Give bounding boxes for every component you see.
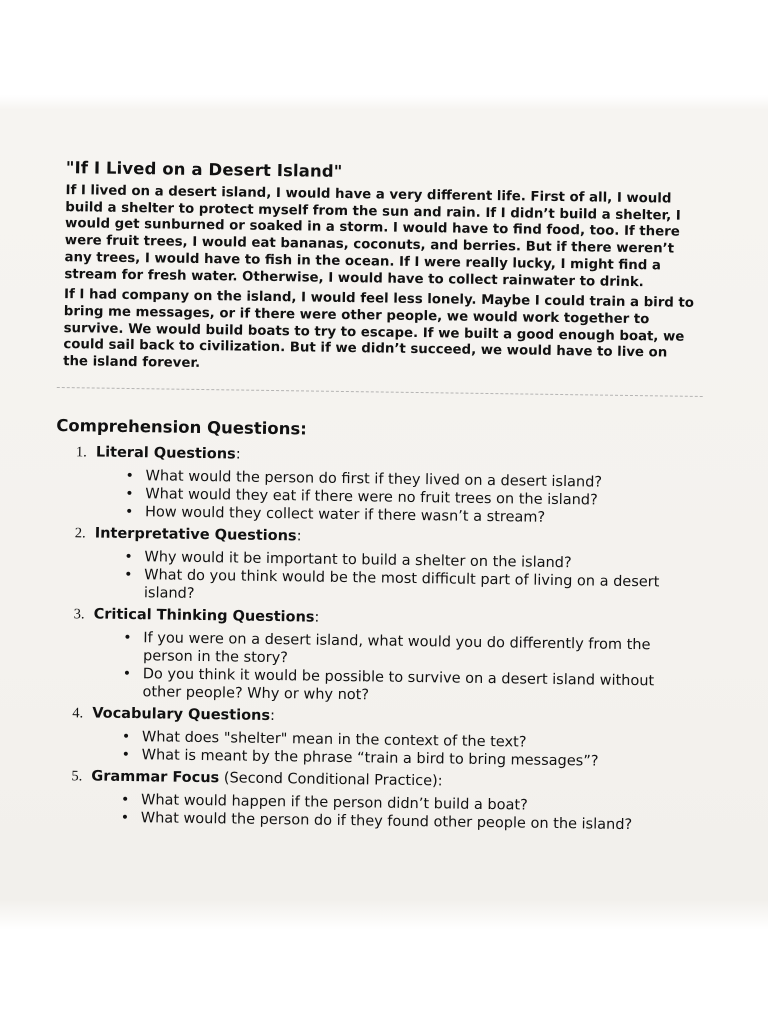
section-colon: : bbox=[235, 446, 241, 463]
worksheet-sheet bbox=[0, 100, 768, 920]
section-colon: : bbox=[269, 707, 276, 724]
section-number: 3. bbox=[73, 605, 85, 623]
section-title: Interpretative Questions bbox=[94, 525, 297, 545]
question-list bbox=[52, 628, 703, 709]
question-text: How would they collect water if there wasn’t a stream? bbox=[144, 503, 546, 526]
question-list bbox=[51, 790, 701, 835]
worksheet-content bbox=[51, 158, 710, 839]
bullet-icon: • bbox=[122, 665, 132, 682]
question-text: What would the person do if they found other people on the island? bbox=[140, 809, 633, 833]
section-colon: : bbox=[437, 773, 443, 790]
question-list bbox=[52, 727, 702, 772]
question-section-critical-thinking bbox=[52, 605, 703, 709]
question-text: What is meant by the phrase “train a bird to bring messages”? bbox=[141, 746, 599, 770]
question-item bbox=[122, 665, 692, 709]
question-text: If you were on a desert island, what would you do differently from the person in the story? bbox=[142, 629, 651, 666]
bullet-icon: • bbox=[124, 503, 134, 520]
bullet-icon: • bbox=[121, 728, 131, 745]
question-text: Why would it be important to build a shelter on the island? bbox=[144, 548, 572, 571]
section-number: 2. bbox=[74, 524, 86, 542]
section-title: Literal Questions bbox=[95, 444, 236, 463]
question-text: What do you think would be the most difficult part of living on a desert island? bbox=[143, 566, 660, 602]
bullet-icon: • bbox=[125, 485, 134, 502]
bullet-icon: • bbox=[125, 467, 134, 484]
section-subtitle: (Second Conditional Practice) bbox=[219, 770, 438, 790]
story-title: "If I Lived on a Desert Island" bbox=[65, 158, 343, 181]
bullet-icon: • bbox=[120, 791, 130, 808]
story-paragraph-2: If I had company on the island, I would feel less lonely. Maybe I could train a bird to bring me messages, or if there were other people, we would work together to survive. We would build boats to try to escape. If we built a good enough boat, we could sail back to civilization. But if we didn’t succeed, we would have to live on the island forever. bbox=[63, 287, 695, 372]
bullet-icon: • bbox=[124, 566, 133, 583]
bullet-icon: • bbox=[120, 809, 130, 826]
comprehension-heading: Comprehension Questions: bbox=[56, 415, 307, 439]
section-colon: : bbox=[314, 609, 320, 626]
section-number: 5. bbox=[71, 767, 83, 785]
question-item bbox=[124, 566, 694, 610]
question-text: Do you think it would be possible to survive on a desert island without other people? Why or why not? bbox=[142, 665, 655, 704]
section-number: 1. bbox=[75, 443, 87, 461]
bullet-icon: • bbox=[124, 548, 133, 565]
question-section-vocabulary bbox=[52, 704, 703, 772]
question-list bbox=[54, 547, 705, 610]
story-paragraph-1: If I lived on a desert island, I would have a very different life. First of all, I would build a shelter to protect myself from the sun and rain. If I didn’t build a shelter, I would get sunburned or soaked in a storm. I would have to find food, too. If there were fruit trees, I would eat bananas, coconuts, and berries. But if there weren’t any trees, I would have to fish in the ocean. If I were really lucky, I might find a stream for fresh water. Otherwise, I would have to collect rainwater to drink. bbox=[64, 183, 681, 290]
question-section-interpretative bbox=[54, 524, 705, 610]
section-divider bbox=[57, 387, 703, 397]
question-text: What would happen if the person didn’t build a boat? bbox=[140, 791, 528, 814]
bullet-icon: • bbox=[121, 746, 131, 763]
question-list bbox=[55, 466, 706, 529]
question-text: What would they eat if there were no fruit trees on the island? bbox=[145, 485, 598, 509]
section-title: Grammar Focus bbox=[91, 768, 220, 787]
section-number: 4. bbox=[72, 704, 84, 722]
question-section-literal bbox=[55, 443, 706, 529]
section-title: Vocabulary Questions bbox=[92, 705, 271, 724]
question-text: What does "shelter" mean in the context of the text? bbox=[141, 728, 527, 751]
bullet-icon: • bbox=[123, 629, 132, 646]
question-section-grammar-focus bbox=[51, 767, 702, 835]
section-colon: : bbox=[296, 528, 302, 545]
question-text: What would the person do first if they lived on a desert island? bbox=[145, 467, 603, 491]
section-title: Critical Thinking Questions bbox=[93, 606, 315, 626]
